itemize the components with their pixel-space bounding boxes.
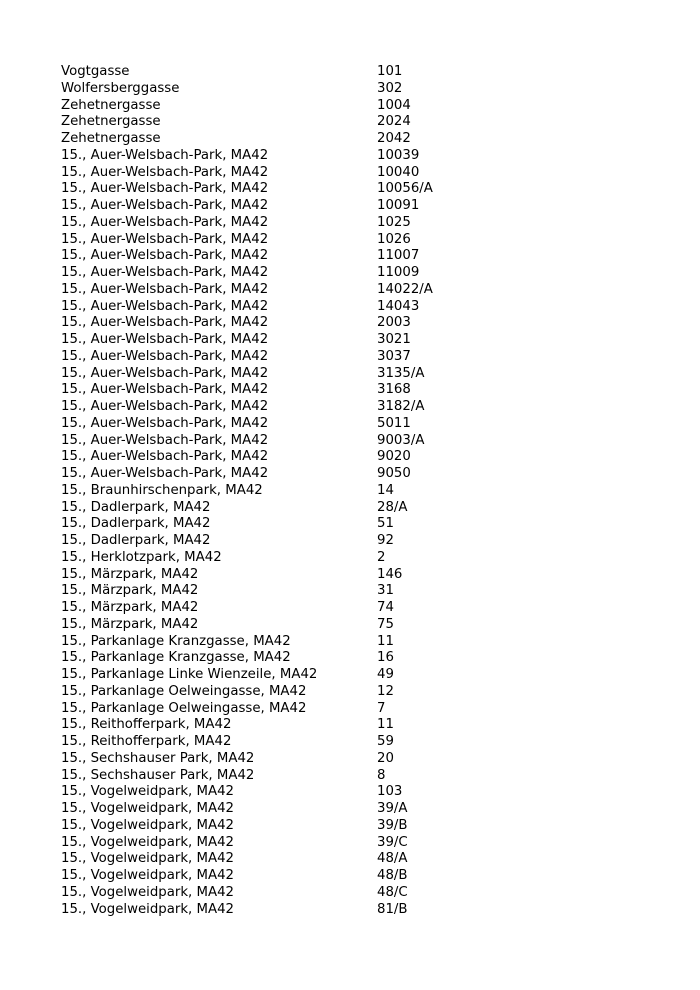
location-code: 2003 (377, 315, 411, 331)
location-code: 3168 (377, 382, 411, 398)
table-row (61, 617, 661, 634)
table-row (61, 751, 661, 768)
table-row (61, 449, 661, 466)
location-code: 1025 (377, 214, 411, 230)
table-row (61, 768, 661, 785)
location-name: 15., Märzpark, MA42 (61, 600, 199, 615)
location-code: 14 (377, 482, 394, 498)
table-row (61, 483, 661, 500)
location-name: 15., Auer-Welsbach-Park, MA42 (61, 248, 269, 264)
location-name: 15., Auer-Welsbach-Park, MA42 (61, 281, 269, 297)
location-code: 1026 (377, 231, 411, 247)
location-code: 31 (377, 583, 394, 599)
location-name: 15., Vogelweidpark, MA42 (61, 834, 235, 850)
location-name: 15., Märzpark, MA42 (61, 566, 199, 582)
location-code: 3021 (377, 332, 411, 347)
location-name: 15., Vogelweidpark, MA42 (61, 884, 235, 900)
table-row (61, 851, 661, 868)
entry-list (61, 64, 661, 918)
location-name: 15., Parkanlage Kranzgasse, MA42 (61, 650, 291, 666)
location-name: 15., Auer-Welsbach-Park, MA42 (61, 231, 269, 247)
table-row (61, 717, 661, 734)
table-row (61, 299, 661, 316)
table-row (61, 600, 661, 617)
table-row (61, 399, 661, 416)
table-row (61, 466, 661, 483)
table-row (61, 500, 661, 517)
location-name: 15., Vogelweidpark, MA42 (61, 801, 235, 816)
table-row (61, 550, 661, 567)
location-code: 39/A (377, 801, 408, 816)
table-row (61, 801, 661, 818)
location-name: 15., Auer-Welsbach-Park, MA42 (61, 164, 269, 180)
location-code: 101 (377, 64, 403, 79)
table-row (61, 64, 661, 81)
location-code: 14043 (377, 298, 420, 314)
location-name: 15., Auer-Welsbach-Park, MA42 (61, 382, 269, 398)
location-name: 15., Auer-Welsbach-Park, MA42 (61, 198, 269, 213)
location-name: 15., Auer-Welsbach-Park, MA42 (61, 147, 269, 163)
table-row (61, 818, 661, 835)
table-row (61, 382, 661, 399)
table-row (61, 315, 661, 332)
table-row (61, 282, 661, 299)
location-code: 48/A (377, 851, 408, 867)
location-code: 9050 (377, 466, 411, 481)
location-code: 11 (377, 633, 394, 649)
location-name: 15., Auer-Welsbach-Park, MA42 (61, 181, 269, 197)
location-code: 5011 (377, 415, 411, 431)
location-name: 15., Auer-Welsbach-Park, MA42 (61, 315, 269, 331)
location-name: 15., Reithofferpark, MA42 (61, 717, 232, 733)
table-row (61, 885, 661, 902)
table-row (61, 902, 661, 919)
location-name: 15., Dadlerpark, MA42 (61, 516, 211, 532)
location-code: 39/C (377, 834, 408, 850)
table-row (61, 181, 661, 198)
location-code: 9003/A (377, 432, 425, 448)
table-row (61, 868, 661, 885)
table-row (61, 81, 661, 98)
table-row (61, 835, 661, 852)
location-name: 15., Vogelweidpark, MA42 (61, 784, 235, 800)
location-code: 49 (377, 667, 394, 682)
location-code: 20 (377, 750, 394, 766)
location-code: 74 (377, 600, 394, 615)
location-code: 92 (377, 533, 394, 548)
location-code: 11007 (377, 248, 420, 264)
location-code: 8 (377, 767, 386, 783)
location-name: 15., Parkanlage Oelweingasse, MA42 (61, 700, 307, 716)
location-name: 15., Braunhirschenpark, MA42 (61, 482, 263, 498)
location-name: Wolfersberggasse (61, 80, 180, 96)
location-name: 15., Parkanlage Linke Wienzeile, MA42 (61, 667, 318, 682)
location-code: 10056/A (377, 181, 433, 197)
table-row (61, 684, 661, 701)
table-row (61, 349, 661, 366)
table-row (61, 583, 661, 600)
location-name: 15., Parkanlage Oelweingasse, MA42 (61, 683, 307, 699)
location-name: 15., Vogelweidpark, MA42 (61, 901, 235, 917)
table-row (61, 198, 661, 215)
location-name: 15., Herklotzpark, MA42 (61, 549, 222, 565)
table-row (61, 416, 661, 433)
location-name: 15., Sechshauser Park, MA42 (61, 767, 255, 783)
table-row (61, 667, 661, 684)
location-name: 15., Auer-Welsbach-Park, MA42 (61, 214, 269, 230)
location-name: Vogtgasse (61, 64, 130, 79)
table-row (61, 366, 661, 383)
table-row (61, 701, 661, 718)
table-row (61, 516, 661, 533)
location-name: 15., Auer-Welsbach-Park, MA42 (61, 298, 269, 314)
location-code: 59 (377, 734, 394, 749)
location-name: 15., Parkanlage Kranzgasse, MA42 (61, 633, 291, 649)
location-code: 3037 (377, 348, 411, 364)
location-code: 2024 (377, 114, 411, 130)
location-name: 15., Vogelweidpark, MA42 (61, 868, 235, 883)
location-name: Zehetnergasse (61, 97, 161, 113)
location-code: 51 (377, 516, 394, 532)
location-name: 15., Auer-Welsbach-Park, MA42 (61, 332, 269, 347)
location-code: 146 (377, 566, 403, 582)
location-code: 2042 (377, 131, 411, 146)
table-row (61, 215, 661, 232)
table-row (61, 650, 661, 667)
table-row (61, 148, 661, 165)
location-code: 10091 (377, 198, 420, 213)
table-row (61, 131, 661, 148)
location-name: 15., Auer-Welsbach-Park, MA42 (61, 415, 269, 431)
table-row (61, 248, 661, 265)
table-row (61, 634, 661, 651)
location-code: 12 (377, 683, 394, 699)
location-name: 15., Dadlerpark, MA42 (61, 533, 211, 548)
table-row (61, 784, 661, 801)
location-name: Zehetnergasse (61, 114, 161, 130)
location-name: 15., Auer-Welsbach-Park, MA42 (61, 365, 269, 381)
location-code: 81/B (377, 901, 408, 917)
table-row (61, 165, 661, 182)
location-code: 75 (377, 616, 394, 632)
table-row (61, 265, 661, 282)
location-name: 15., Auer-Welsbach-Park, MA42 (61, 348, 269, 364)
table-row (61, 433, 661, 450)
location-code: 3182/A (377, 399, 425, 414)
table-row (61, 114, 661, 131)
location-code: 11 (377, 717, 394, 733)
location-code: 10039 (377, 147, 420, 163)
location-code: 16 (377, 650, 394, 666)
location-code: 2 (377, 549, 386, 565)
location-code: 302 (377, 80, 403, 96)
table-row (61, 98, 661, 115)
location-code: 103 (377, 784, 403, 800)
location-code: 10040 (377, 164, 420, 180)
table-row (61, 232, 661, 249)
location-code: 48/B (377, 868, 408, 883)
table-row (61, 332, 661, 349)
location-code: 11009 (377, 265, 420, 280)
table-row (61, 734, 661, 751)
location-code: 28/A (377, 499, 408, 515)
location-name: 15., Märzpark, MA42 (61, 583, 199, 599)
location-name: 15., Dadlerpark, MA42 (61, 499, 211, 515)
location-name: 15., Auer-Welsbach-Park, MA42 (61, 449, 269, 465)
location-name: 15., Auer-Welsbach-Park, MA42 (61, 265, 269, 280)
location-code: 14022/A (377, 281, 433, 297)
location-name: 15., Sechshauser Park, MA42 (61, 750, 255, 766)
location-name: 15., Märzpark, MA42 (61, 616, 199, 632)
location-code: 39/B (377, 817, 408, 833)
location-code: 9020 (377, 449, 411, 465)
table-row (61, 567, 661, 584)
location-name: 15., Reithofferpark, MA42 (61, 734, 232, 749)
location-name: 15., Vogelweidpark, MA42 (61, 851, 235, 867)
location-code: 1004 (377, 97, 411, 113)
location-name: 15., Auer-Welsbach-Park, MA42 (61, 432, 269, 448)
location-name: Zehetnergasse (61, 131, 161, 146)
location-code: 48/C (377, 884, 408, 900)
location-name: 15., Auer-Welsbach-Park, MA42 (61, 466, 269, 481)
location-code: 7 (377, 700, 386, 716)
location-name: 15., Vogelweidpark, MA42 (61, 817, 235, 833)
location-name: 15., Auer-Welsbach-Park, MA42 (61, 399, 269, 414)
table-row (61, 533, 661, 550)
location-code: 3135/A (377, 365, 425, 381)
